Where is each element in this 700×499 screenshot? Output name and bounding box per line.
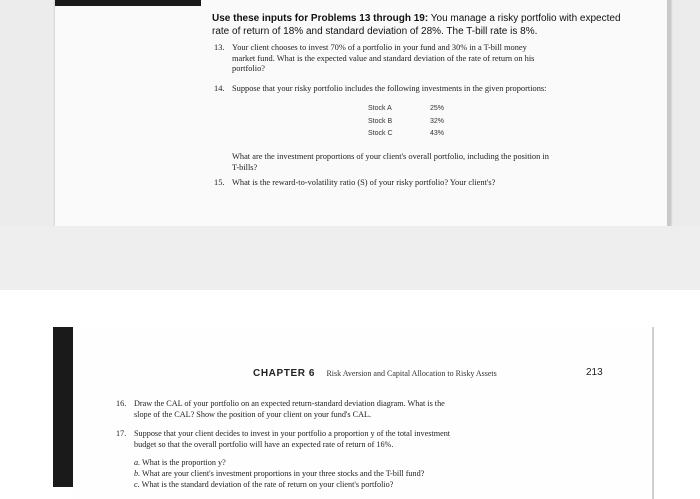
holding-row — [368, 103, 460, 116]
problem-line: Your client chooses to invest 70% of a portfolio in your fund and 30% in a T-bill money — [232, 43, 527, 52]
stock-percent: 32% — [430, 117, 445, 125]
subpart-text: What is the proportion y? — [142, 458, 226, 467]
problem-line: Draw the CAL of your portfolio on an expected return-standard deviation diagram. What is the — [134, 399, 445, 408]
stock-name: Stock A — [368, 105, 392, 112]
stock-name: Stock C — [368, 130, 393, 137]
chapter-label: CHAPTER 6 — [253, 368, 316, 379]
page-number: 213 — [586, 367, 603, 378]
chapter-header — [253, 368, 497, 379]
chapter-title: Risk Aversion and Capital Allocation to Risky Assets — [326, 369, 497, 378]
subpart-c — [134, 479, 554, 490]
holdings-table — [368, 103, 460, 141]
page-gap — [0, 226, 700, 290]
problem-line: Suppose that your client decides to invest in your portfolio a proportion y of the total investment — [134, 429, 451, 438]
problem-line: portfolio? — [232, 64, 266, 73]
subpart-a — [134, 457, 554, 468]
problem-17 — [116, 428, 554, 450]
problem-number: 16. — [116, 399, 127, 408]
problem-line: market fund. What is the expected value and standard deviation of the rate of return on his — [232, 53, 535, 63]
holding-row — [368, 128, 460, 141]
stock-percent: 25% — [430, 105, 445, 112]
problem-line: What are the investment proportions of your client's overall portfolio, including the position in — [232, 152, 549, 161]
page-edge-shadow — [55, 0, 201, 6]
problem-intro — [212, 12, 622, 38]
problem-number: 17. — [116, 429, 127, 438]
problem-number: 13. — [214, 43, 225, 52]
problem-line: budget so that the overall portfolio will have an expected rate of return of 16%. — [134, 440, 394, 449]
problem-15 — [214, 178, 622, 189]
problem-line: T-bills? — [232, 162, 258, 172]
problem-line: slope of the CAL? Show the position of your client on your fund's CAL. — [134, 410, 372, 419]
problem-13 — [214, 43, 622, 75]
stock-percent: 43% — [430, 130, 445, 137]
stock-name: Stock B — [368, 117, 393, 125]
holding-row — [368, 116, 460, 129]
problem-line: Suppose that your risky portfolio includes the following investments in the given proportions: — [232, 84, 547, 93]
intro-bold: Use these inputs for Problems 13 through 19: — [212, 13, 429, 24]
problem-number: 15. — [214, 178, 225, 187]
problem-line: What is the reward-to-volatility ratio (S) of your risky portfolio? Your client's? — [232, 178, 496, 187]
subpart-text: What is the standard deviation of the rate of return on your client's portfolio? — [141, 480, 394, 489]
page-binding-edge — [53, 327, 73, 487]
intro-text: You manage a risky portfolio with expected rate of return of 18% and standard deviation of 28%. The T-bill rate is 8%. — [212, 13, 621, 37]
problem-14 — [214, 84, 622, 95]
problem-16 — [116, 398, 554, 420]
subpart-label: a. — [134, 458, 141, 467]
problem-number: 14. — [214, 84, 225, 93]
subpart-label: c. — [134, 480, 140, 489]
subpart-b — [134, 468, 554, 479]
problem-14-followup — [232, 152, 622, 173]
subpart-label: b. — [134, 469, 141, 478]
subpart-text: What are your client's investment proportions in your three stocks and the T-bill fund? — [142, 469, 425, 478]
